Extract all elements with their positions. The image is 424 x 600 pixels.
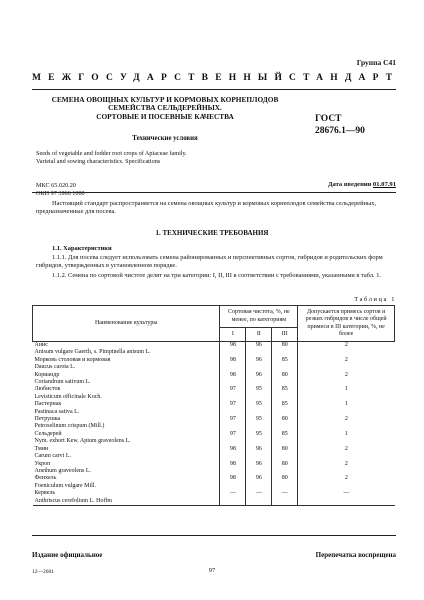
category-1-cell: 98 xyxy=(220,446,246,453)
subsection-heading: 1.1. Характеристики xyxy=(52,245,112,252)
crop-name-cell: Anethum graveolens L. xyxy=(34,467,91,474)
admixture-cell: 2 xyxy=(298,342,395,350)
crop-name-cell: Анис xyxy=(34,342,48,348)
category-2-cell: 96 xyxy=(246,372,272,379)
admixture-cell: 2 xyxy=(298,372,395,379)
okp-code: ОКП 97 3966 1000 xyxy=(36,189,85,197)
table-row xyxy=(33,349,395,356)
category-header: III xyxy=(272,328,298,342)
intro-paragraph: Настоящий стандарт распространяется на семена овощных культур и кормовых корнеплодов семейства сельдерейных, предназначенные для посева. xyxy=(36,200,377,216)
table-label: Таблица 1 xyxy=(354,296,396,303)
crop-name-cell: Pastinaca sativa L. xyxy=(34,408,80,415)
category-1-cell: 97 xyxy=(220,386,246,393)
category-3-cell xyxy=(272,483,298,490)
category-2-cell: 96 xyxy=(246,357,272,364)
category-2-cell: 96 xyxy=(246,475,272,482)
admixture-cell xyxy=(298,423,395,430)
table-row xyxy=(33,438,395,445)
group-code: Группа С41 xyxy=(356,58,396,67)
admixture-cell xyxy=(298,379,395,386)
date-value: 01.07.91 xyxy=(372,181,396,188)
category-2-cell xyxy=(246,364,272,371)
english-title xyxy=(36,150,187,166)
category-2-cell xyxy=(246,453,272,460)
category-1-cell: 98 xyxy=(220,357,246,364)
table-row xyxy=(33,423,395,430)
category-3-cell xyxy=(272,453,298,460)
section-heading: 1. ТЕХНИЧЕСКИЕ ТРЕБОВАНИЯ xyxy=(155,229,269,237)
category-3-cell: 80 xyxy=(272,342,298,350)
document-title xyxy=(36,96,294,121)
crop-name-cell: Фенхель xyxy=(34,475,57,482)
category-3-cell: 85 xyxy=(272,386,298,393)
category-1-cell: 98 xyxy=(220,342,246,350)
category-1-cell xyxy=(220,409,246,416)
category-2-cell: 96 xyxy=(246,342,272,350)
crop-name-cell: Тмин xyxy=(34,445,49,452)
table-row xyxy=(33,461,395,468)
column-header-crop: Наименование культуры xyxy=(33,306,220,342)
category-1-cell xyxy=(220,453,246,460)
table-row xyxy=(33,468,395,475)
category-3-cell xyxy=(272,349,298,356)
category-1-cell: 97 xyxy=(220,416,246,423)
admixture-cell xyxy=(298,409,395,416)
crop-name-cell: Пастернак xyxy=(34,401,62,408)
category-2-cell xyxy=(246,349,272,356)
crop-name-cell: Carum carvi L. xyxy=(34,453,71,460)
admixture-cell xyxy=(298,498,395,506)
title-line: СЕМЕНА ОВОЩНЫХ КУЛЬТУР И КОРМОВЫХ КОРНЕПЛОДОВ xyxy=(51,95,279,104)
crop-name-cell: Coriandrum sativum L. xyxy=(34,379,91,386)
date-label: Дата введения xyxy=(327,181,372,188)
table-row xyxy=(33,453,395,460)
english-line: Varietal and sowing characteristics. Specifications xyxy=(36,157,161,165)
category-header: II xyxy=(246,328,272,342)
category-1-cell xyxy=(220,483,246,490)
crop-name-cell: Морковь столовая и кормовая xyxy=(34,356,111,363)
category-2-cell: 96 xyxy=(246,461,272,468)
category-3-cell xyxy=(272,438,298,445)
category-2-cell: 95 xyxy=(246,416,272,423)
admixture-cell: 1 xyxy=(298,386,395,393)
category-3-cell xyxy=(272,409,298,416)
crop-name-cell: Foeniculum vulgare Mill. xyxy=(34,482,96,489)
category-3-cell xyxy=(272,379,298,386)
edition-note: Издание официальное xyxy=(32,551,103,559)
middle-rule xyxy=(32,192,396,193)
crop-name-cell: Nym. exhort Kew. Apium graveolens L. xyxy=(34,438,131,445)
admixture-cell xyxy=(298,364,395,371)
category-1-cell: 97 xyxy=(220,401,246,408)
table-row xyxy=(33,364,395,371)
page-number: 97 xyxy=(208,567,216,574)
category-3-cell xyxy=(272,468,298,475)
category-2-cell xyxy=(246,394,272,401)
banner-word-1: МЕЖГОСУДАРСТВЕННЫЙ xyxy=(32,73,290,83)
category-1-cell: 98 xyxy=(220,372,246,379)
table-row xyxy=(33,446,395,453)
category-1-cell: 98 xyxy=(220,461,246,468)
gost-code: 28676.1—90 xyxy=(315,126,365,136)
table-row xyxy=(33,475,395,482)
english-line: Seeds of vegetable and fodder root crops of Apiaceae family. xyxy=(36,150,187,157)
crop-name-cell: Levisticum officinale Koch. xyxy=(34,393,102,400)
category-3-cell: 80 xyxy=(272,372,298,379)
category-3-cell: 85 xyxy=(272,357,298,364)
table-row xyxy=(33,379,395,386)
category-2-cell xyxy=(246,379,272,386)
category-2-cell xyxy=(246,468,272,475)
admixture-cell: 2 xyxy=(298,461,395,468)
admixture-cell xyxy=(298,438,395,445)
category-1-cell: 98 xyxy=(220,475,246,482)
admixture-cell xyxy=(298,468,395,475)
crop-name-cell: Anthriscus cerefolium L. Hoffm xyxy=(33,498,220,506)
reprint-note: Перепечатка воспрещена xyxy=(315,551,396,559)
category-2-cell xyxy=(246,483,272,490)
introduction-date xyxy=(328,181,396,188)
category-2-cell: 96 xyxy=(246,446,272,453)
category-2-cell xyxy=(246,498,272,506)
crop-name-cell: Укроп xyxy=(34,460,51,467)
paragraph-1-1-1: 1.1.1. Для посева следует использовать семена районированных и перспективных сортов, гибридов и родительских форм гибридов, утвержденных в установленном порядке. xyxy=(36,254,383,270)
category-2-cell xyxy=(246,438,272,445)
category-3-cell: 80 xyxy=(272,416,298,423)
classification-codes xyxy=(36,182,85,198)
admixture-cell: 2 xyxy=(298,357,395,364)
standard-banner xyxy=(32,73,400,83)
category-2-cell: 95 xyxy=(246,401,272,408)
gost-label: ГОСТ xyxy=(315,114,342,124)
category-3-cell xyxy=(272,498,298,506)
category-2-cell: 95 xyxy=(246,386,272,393)
title-line: СОРТОВЫЕ И ПОСЕВНЫЕ КАЧЕСТВА xyxy=(96,111,234,121)
table-row xyxy=(33,483,395,490)
admixture-cell xyxy=(298,483,395,490)
crop-name-cell: Сельдерей xyxy=(34,430,62,437)
category-3-cell xyxy=(272,423,298,430)
category-2-cell: — xyxy=(246,490,272,497)
category-3-cell: 85 xyxy=(272,401,298,408)
category-3-cell: — xyxy=(272,490,298,497)
table-row xyxy=(33,490,395,497)
category-2-cell xyxy=(246,409,272,416)
column-header-admixture: Допускается примесь сортов и резких гибридов в числе общей примеси в III категории, %, не более xyxy=(298,306,395,342)
crop-name-cell: Anisum vulgare Gaerth, s. Pimpinella anisum L. xyxy=(34,349,151,356)
category-1-cell xyxy=(220,364,246,371)
category-3-cell: 80 xyxy=(272,461,298,468)
admixture-cell xyxy=(298,349,395,356)
category-3-cell: 80 xyxy=(272,446,298,453)
banner-word-2: СТАНДАРТ xyxy=(289,73,400,83)
admixture-cell: 2 xyxy=(298,475,395,482)
table-row xyxy=(33,342,395,350)
category-1-cell xyxy=(220,349,246,356)
category-1-cell xyxy=(220,468,246,475)
table-row xyxy=(33,357,395,364)
category-1-cell xyxy=(220,498,246,506)
paragraph-1-1-2: 1.1.2. Семена по сортовой чистоте делят на три категории: I, II, III в соответствии с требованиями, указанными в табл. 1. xyxy=(52,272,382,279)
top-rule xyxy=(32,89,396,90)
category-1-cell xyxy=(220,423,246,430)
category-3-cell: 80 xyxy=(272,475,298,482)
table-row xyxy=(33,498,395,506)
category-3-cell: 85 xyxy=(272,431,298,438)
mks-code: МКС 65.020.20 xyxy=(36,182,76,189)
table-row xyxy=(33,409,395,416)
gost-number xyxy=(315,113,365,137)
crop-name-cell: Daucus carota L. xyxy=(34,364,76,371)
crop-name-cell: Любисток xyxy=(34,386,61,393)
category-2-cell xyxy=(246,423,272,430)
crop-name-cell: Кервель xyxy=(34,490,56,497)
admixture-cell xyxy=(298,394,395,401)
category-1-cell: 97 xyxy=(220,431,246,438)
category-1-cell: — xyxy=(220,490,246,497)
admixture-cell: 2 xyxy=(298,416,395,423)
category-3-cell xyxy=(272,394,298,401)
crop-name-cell: Petroselinum crispum (Mill.) xyxy=(34,423,105,430)
admixture-cell: 2 xyxy=(298,446,395,453)
table-body xyxy=(33,342,395,506)
print-code: 12—2601 xyxy=(32,569,54,575)
admixture-cell xyxy=(298,453,395,460)
bottom-rule xyxy=(32,535,396,536)
category-header: I xyxy=(220,328,246,342)
table-row xyxy=(33,394,395,401)
category-3-cell xyxy=(272,364,298,371)
table-row xyxy=(33,372,395,379)
category-1-cell xyxy=(220,379,246,386)
crop-name-cell: Петрушка xyxy=(34,416,61,423)
document-subtitle: Технические условия xyxy=(132,135,198,142)
column-header-purity: Сортовая чистота, %, не менее, по категориям xyxy=(220,306,298,328)
admixture-cell: 1 xyxy=(298,431,395,438)
admixture-cell: — xyxy=(298,490,395,497)
category-2-cell: 95 xyxy=(246,431,272,438)
title-line: СЕМЕЙСТВА СЕЛЬДЕРЕЙНЫХ. xyxy=(108,103,222,113)
category-1-cell xyxy=(220,394,246,401)
requirements-table xyxy=(32,305,395,506)
table-row xyxy=(33,431,395,438)
table-row xyxy=(33,401,395,408)
category-1-cell xyxy=(220,438,246,445)
admixture-cell: 1 xyxy=(298,401,395,408)
table-row xyxy=(33,386,395,393)
crop-name-cell: Кориандр xyxy=(34,371,60,378)
